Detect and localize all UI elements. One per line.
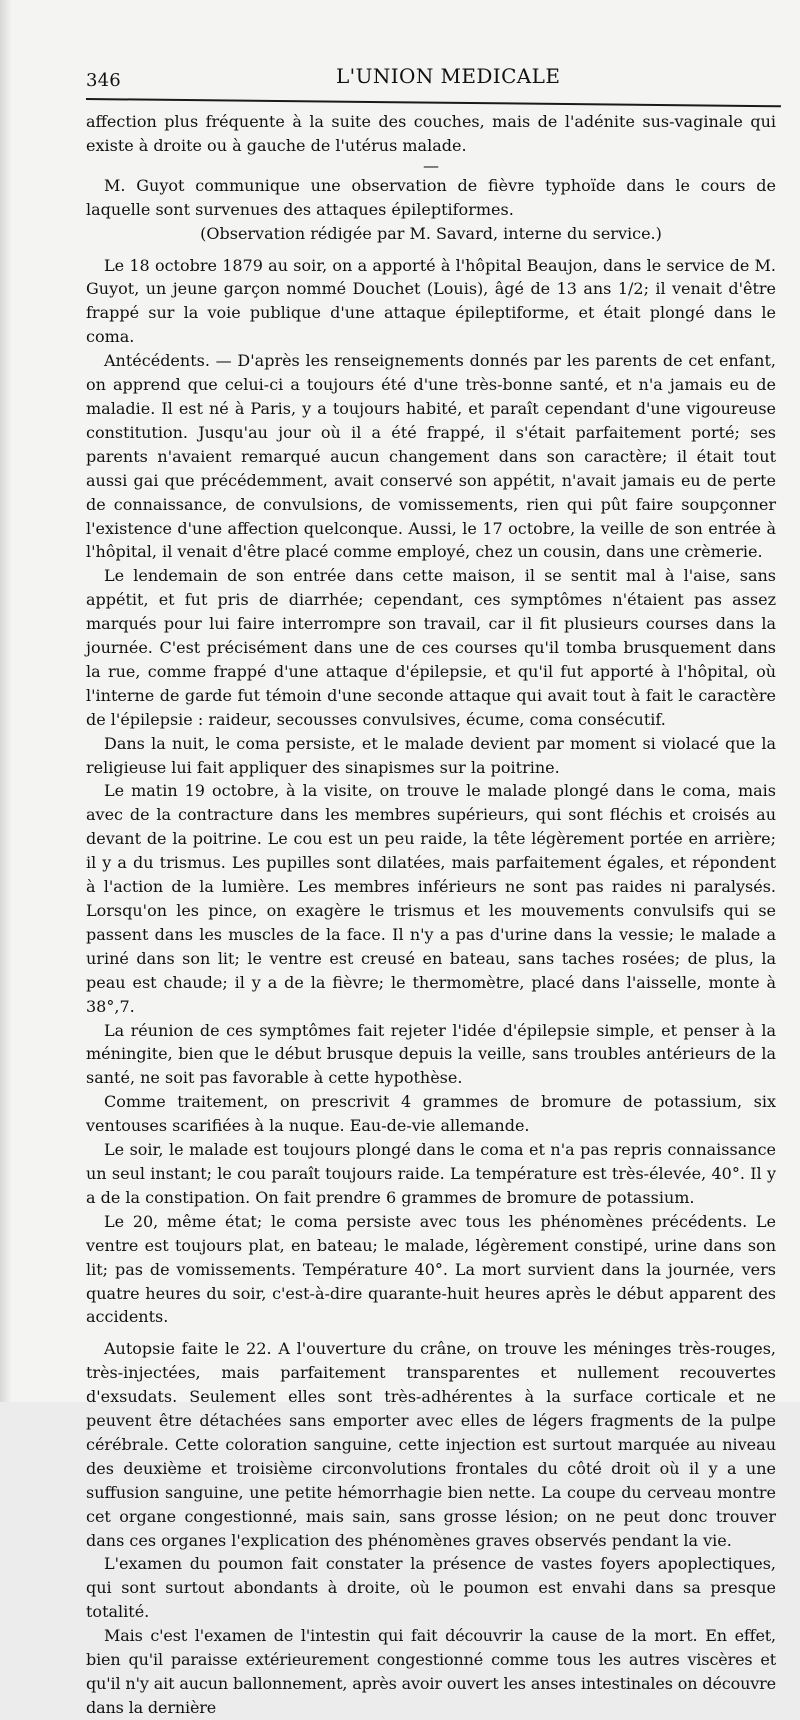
- paragraph-continued: affection plus fréquente à la suite des couches, mais de l'adénite sus-vaginale qui existe à droite ou à gauche de l'utérus malade.: [86, 112, 776, 155]
- paragraph-diagnosis: La réunion de ces symptômes fait rejeter l'idée d'épilepsie simple, et penser à la méningite, bien que le début brusque depuis la veille, sans troubles antérieurs de la santé, ne soit pas favorable à cette hypothèse.: [86, 1020, 776, 1088]
- paragraph-morning-visit: Le matin 19 octobre, à la visite, on trouve le malade plongé dans le coma, mais avec de la contracture dans les membres supérieurs, qui sont fléchis et croisés au devant de la poitrine. Le cou est un peu raide, la tête légèrement portée en arrière; il y a du trismus. Les pupilles sont dilatées, mais parfaitement égales, et répondent à l'action de la lumière. Les membres inférieurs ne sont pas raides ni paralysés. Lorsqu'on les pince, on exagère le trismus et les mouvements convulsifs qui se passent dans les muscles de la face. Il n'y a pas d'urine dans la vessie; le malade a uriné dans son lit; le ventre est creusé en bateau, sans taches rosées; de plus, la peau est chaude; il y a de la fièvre; le thermomètre, placé dans l'aisselle, monte à 38°,7.: [86, 781, 776, 1016]
- paragraph-next-day: Le lendemain de son entrée dans cette maison, il se sentit mal à l'aise, sans appétit, et fut pris de diarrhée; cependant, ces symptômes n'étaient pas assez marqués pour lui faire interrompre son travail, car il fit plusieurs courses dans la journée. C'est précisément dans une de ces courses qu'il tomba brusquement dans la rue, comme frappé d'une attaque d'épilepsie, et qu'il fut apporté à l'hôpital, où l'interne de garde fut témoin d'une seconde attaque qui avait tout à fait le caractère de l'épilepsie : raideur, secousses convulsives, écume, coma consécutif.: [86, 566, 776, 729]
- paragraph-observation-credit: (Observation rédigée par M. Savard, interne du service.): [200, 223, 662, 243]
- page-header: [86, 58, 774, 98]
- paragraph-day-20: Le 20, même état; le coma persiste avec tous les phénomènes précédents. Le ventre est toujours plat, en bateau; le malade, légèrement constipé, urine dans son lit; pas de vomissements. Température 40°. La mort survient dans la journée, vers quatre heures du soir, c'est-à-dire quarante-huit heures après le début apparent des accidents.: [86, 1211, 776, 1327]
- paragraph-intestine: Mais c'est l'examen de l'intestin qui fait découvrir la cause de la mort. En effet, bien qu'il paraisse extérieurement congestionné comme tous les autres viscères et qu'il n'y ait aucun ballonnement, après avoir ouvert les anses intestinales on découvre dans la dernière: [86, 1626, 776, 1717]
- page-number: 346: [86, 70, 121, 91]
- header-rule: [86, 98, 781, 107]
- paragraph-autopsy: Autopsie faite le 22. A l'ouverture du crâne, on trouve les méninges très-rouges, très-injectées, mais parfaitement transparentes et nullement recouvertes d'exsudats. Seulement elles sont très-adhérentes à la surface corticale et ne peuvent être détachées sans emporter avec elles de légers fragments de la pulpe cérébrale. Cette coloration sanguine, cette injection est surtout marquée au niveau des deuxième et troisième circonvolutions frontales du côté droit où il y a une suffusion sanguine, une petite hémorrhagie bien nette. La coupe du cerveau montre cet organe congestionné, mais sain, sans grosse lésion; on ne peut donc trouver dans ces organes l'explication des phénomènes graves observés pendant la vie.: [86, 1339, 776, 1550]
- paragraph-case-intro: Le 18 octobre 1879 au soir, on a apporté à l'hôpital Beaujon, dans le service de M. Guyot, un jeune garçon nommé Douchet (Louis), âgé de 13 ans 1/2; il venait d'être frappé sur la voie publique d'une attaque épileptiforme, et était plongé dans le coma.: [86, 255, 776, 347]
- paragraph-antecedents: Antécédents. — D'après les renseignements donnés par les parents de cet enfant, on apprend que celui-ci a toujours été d'une très-bonne santé, et n'a jamais eu de maladie. Il est né à Paris, y a toujours habité, et paraît cependant d'une vigoureuse constitution. Jusqu'au jour où il a été frappé, il s'était parfaitement porté; ses parents n'avaient remarqué aucun changement dans son caractère; il était tout aussi gai que précédemment, avait conservé son appétit, n'avait jamais eu de perte de connaissance, de convulsions, de vomissements, rien qui pût faire soupçonner l'existence d'une affection quelconque. Aussi, le 17 octobre, la veille de son entrée à l'hôpital, il venait d'être placé comme employé, chez un cousin, dans une crèmerie.: [86, 351, 776, 562]
- article-body: [86, 110, 776, 1720]
- paragraph-lungs: L'examen du poumon fait constater la présence de vastes foyers apoplectiques, qui sont surtout abondants à droite, où le poumon est envahi dans sa presque totalité.: [86, 1554, 776, 1622]
- section-separator: —: [423, 155, 439, 175]
- paragraph-communication: M. Guyot communique une observation de fièvre typhoïde dans le cours de laquelle sont survenues des attaques épileptiformes.: [86, 175, 776, 219]
- paragraph-evening: Le soir, le malade est toujours plongé dans le coma et n'a pas repris connaissance un seul instant; le cou paraît toujours raide. La température est très-élevée, 40°. Il y a de la constipation. On fait prendre 6 grammes de bromure de potassium.: [86, 1140, 776, 1207]
- paragraph-treatment: Comme traitement, on prescrivit 4 grammes de bromure de potassium, six ventouses scarifiées à la nuque. Eau-de-vie allemande.: [86, 1092, 776, 1136]
- paragraph-night: Dans la nuit, le coma persiste, et le malade devient par moment si violacé que la religieuse lui fait appliquer des sinapismes sur la poitrine.: [86, 733, 776, 777]
- running-title: L'UNION MEDICALE: [336, 64, 561, 88]
